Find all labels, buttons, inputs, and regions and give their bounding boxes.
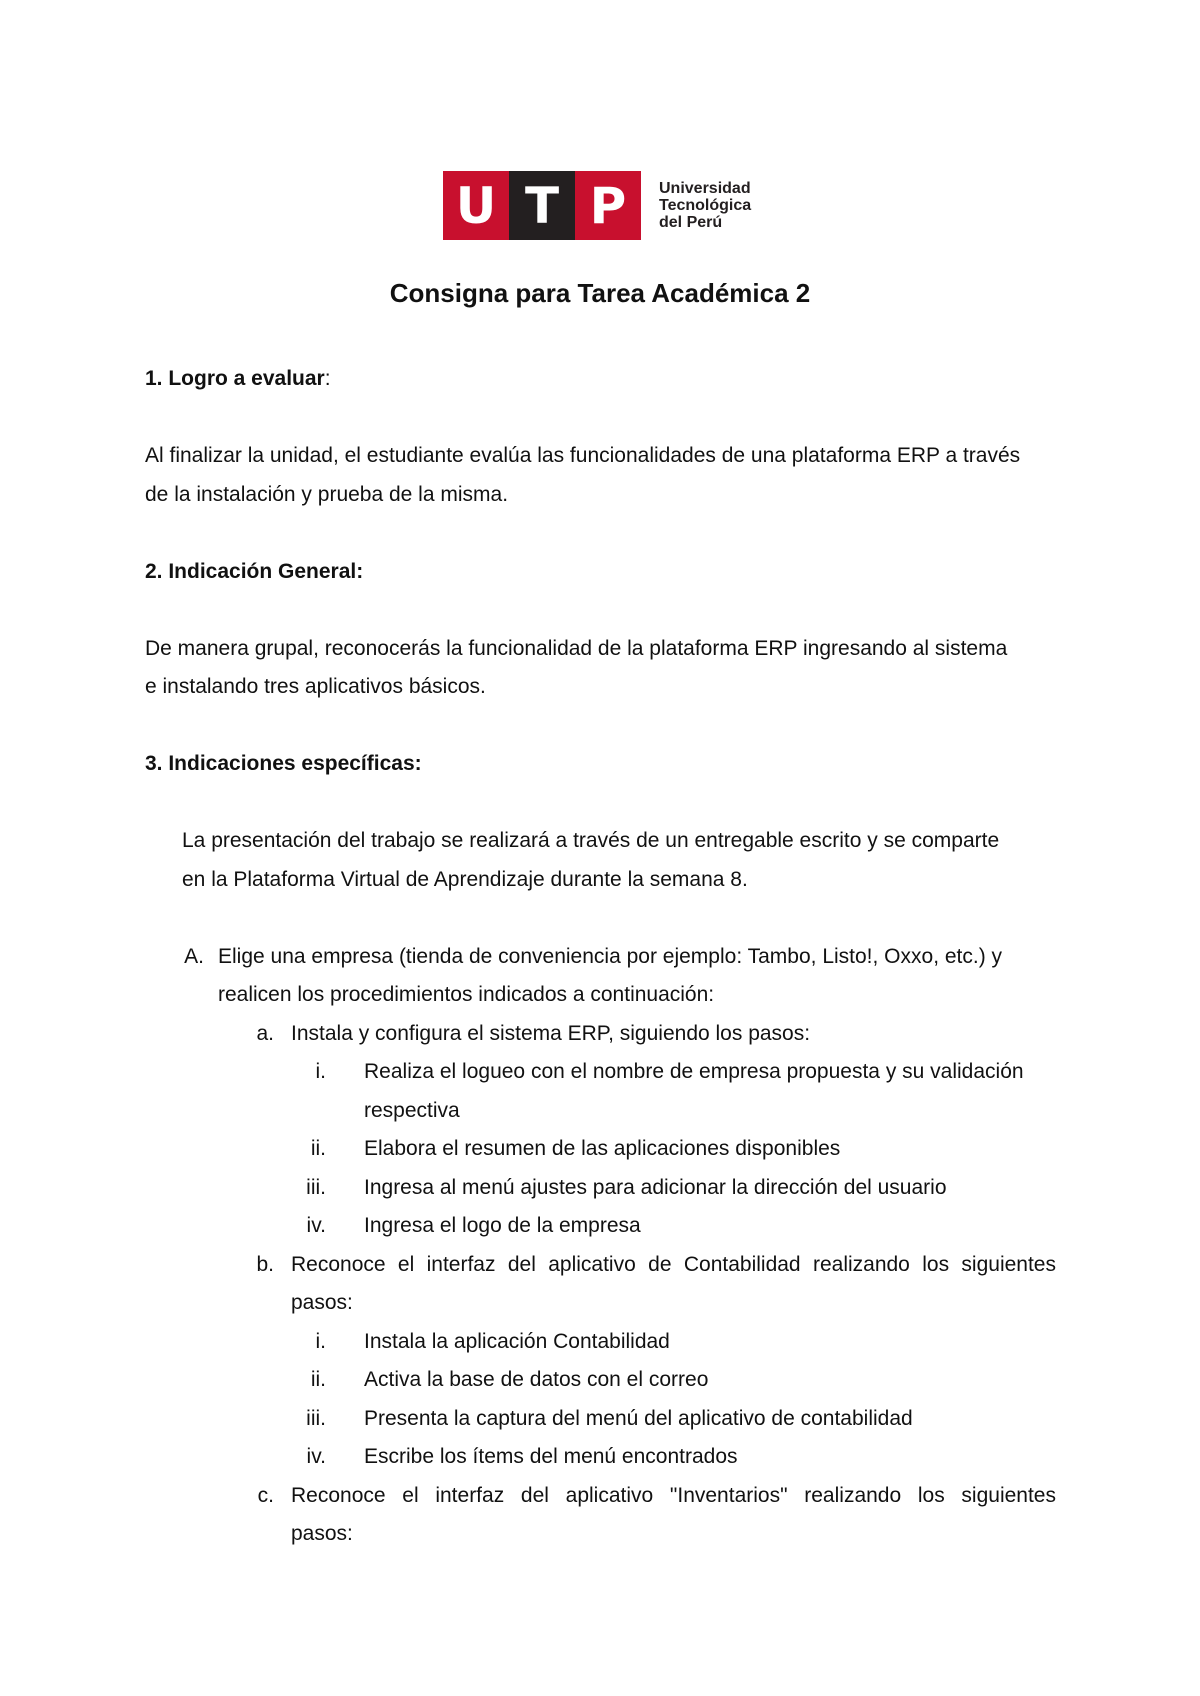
item-a-text-line1: Elige una empresa (tienda de conveniencia por ejemplo: Tambo, Listo!, Oxxo, etc.) y bbox=[218, 945, 1003, 968]
item-a-sub-c-marker: c. bbox=[257, 1484, 274, 1507]
item-a-sub-b-marker: b. bbox=[256, 1253, 274, 1276]
utp-logo bbox=[443, 171, 751, 240]
item-a-sub-a-marker: a. bbox=[256, 1022, 274, 1045]
document-title: Consigna para Tarea Académica 2 bbox=[389, 278, 811, 308]
item-a-sub-a-ii-marker: ii. bbox=[310, 1137, 326, 1160]
item-a-sub-a-iv-text: Ingresa el logo de la empresa bbox=[364, 1214, 641, 1237]
item-a-sub-a-ii-text: Elabora el resumen de las aplicaciones disponibles bbox=[364, 1137, 841, 1160]
item-a-sub-b-iii-text: Presenta la captura del menú del aplicativo de contabilidad bbox=[364, 1407, 913, 1430]
section1-text-line2: de la instalación y prueba de la misma. bbox=[145, 483, 509, 506]
item-a-marker: A. bbox=[184, 945, 204, 968]
item-a-sub-a-iii-text: Ingresa al menú ajustes para adicionar la dirección del usuario bbox=[364, 1176, 947, 1199]
item-a-sub-a-iv-marker: iv. bbox=[306, 1214, 326, 1237]
logo-name-line2: Tecnológica bbox=[659, 197, 752, 214]
item-a-sub-b-ii-text: Activa la base de datos con el correo bbox=[364, 1368, 709, 1391]
item-a-sub-b-i-marker: i. bbox=[315, 1330, 326, 1353]
item-a-sub-b-iv-text: Escribe los ítems del menú encontrados bbox=[364, 1445, 738, 1468]
section3-text-line1: La presentación del trabajo se realizará a través de un entregable escrito y se comparte bbox=[182, 829, 1000, 852]
item-a-sub-b-text-line1: Reconoce el interfaz del aplicativo de Contabilidad realizando los siguientes bbox=[291, 1253, 1056, 1276]
logo-university-name bbox=[659, 180, 751, 231]
item-a-sub-a-iii-marker: iii. bbox=[306, 1176, 326, 1199]
item-a-sub-b-ii-marker: ii. bbox=[310, 1368, 326, 1391]
logo-name-line1: Universidad bbox=[659, 180, 751, 197]
section3-text-line2: en la Plataforma Virtual de Aprendizaje durante la semana 8. bbox=[182, 868, 748, 891]
section1-heading-colon: : bbox=[324, 367, 331, 390]
item-a-sub-a-text: Instala y configura el sistema ERP, siguiendo los pasos: bbox=[291, 1022, 811, 1045]
section2-heading: 2. Indicación General: bbox=[145, 560, 364, 583]
item-a-sub-b-text-line2: pasos: bbox=[291, 1291, 353, 1314]
section1-heading bbox=[145, 366, 331, 392]
item-a-sub-b-iv-marker: iv. bbox=[306, 1445, 326, 1468]
item-a-sub-c-text-line2: pasos: bbox=[291, 1522, 353, 1545]
item-a-sub-c-text-line1: Reconoce el interfaz del aplicativo "Inventarios" realizando los siguientes bbox=[291, 1484, 1056, 1507]
section2-text-line2: e instalando tres aplicativos básicos. bbox=[145, 675, 486, 698]
item-a-sub-a-i-text2: respectiva bbox=[364, 1099, 460, 1122]
item-a-sub-a-i-marker: i. bbox=[315, 1060, 326, 1083]
item-a-sub-b-i-text: Instala la aplicación Contabilidad bbox=[364, 1330, 670, 1353]
section2-text-line1: De manera grupal, reconocerás la funcionalidad de la plataforma ERP ingresando al sistema bbox=[145, 637, 1008, 660]
logo-letter-u: U bbox=[443, 171, 509, 240]
item-a-sub-b-iii-marker: iii. bbox=[306, 1407, 326, 1430]
section1-text-line1: Al finalizar la unidad, el estudiante evalúa las funcionalidades de una plataforma ERP a través bbox=[145, 444, 1021, 467]
logo-name-line3: del Perú bbox=[659, 214, 723, 231]
item-a-text-line2: realicen los procedimientos indicados a continuación: bbox=[218, 983, 715, 1006]
section3-heading: 3. Indicaciones específicas: bbox=[145, 752, 422, 775]
logo-letter-p: P bbox=[575, 171, 641, 240]
item-a-sub-a-i-text: Realiza el logueo con el nombre de empresa propuesta y su validación bbox=[364, 1060, 1024, 1083]
logo-letter-t: T bbox=[509, 171, 575, 240]
section1-heading-text: 1. Logro a evaluar bbox=[145, 367, 325, 390]
